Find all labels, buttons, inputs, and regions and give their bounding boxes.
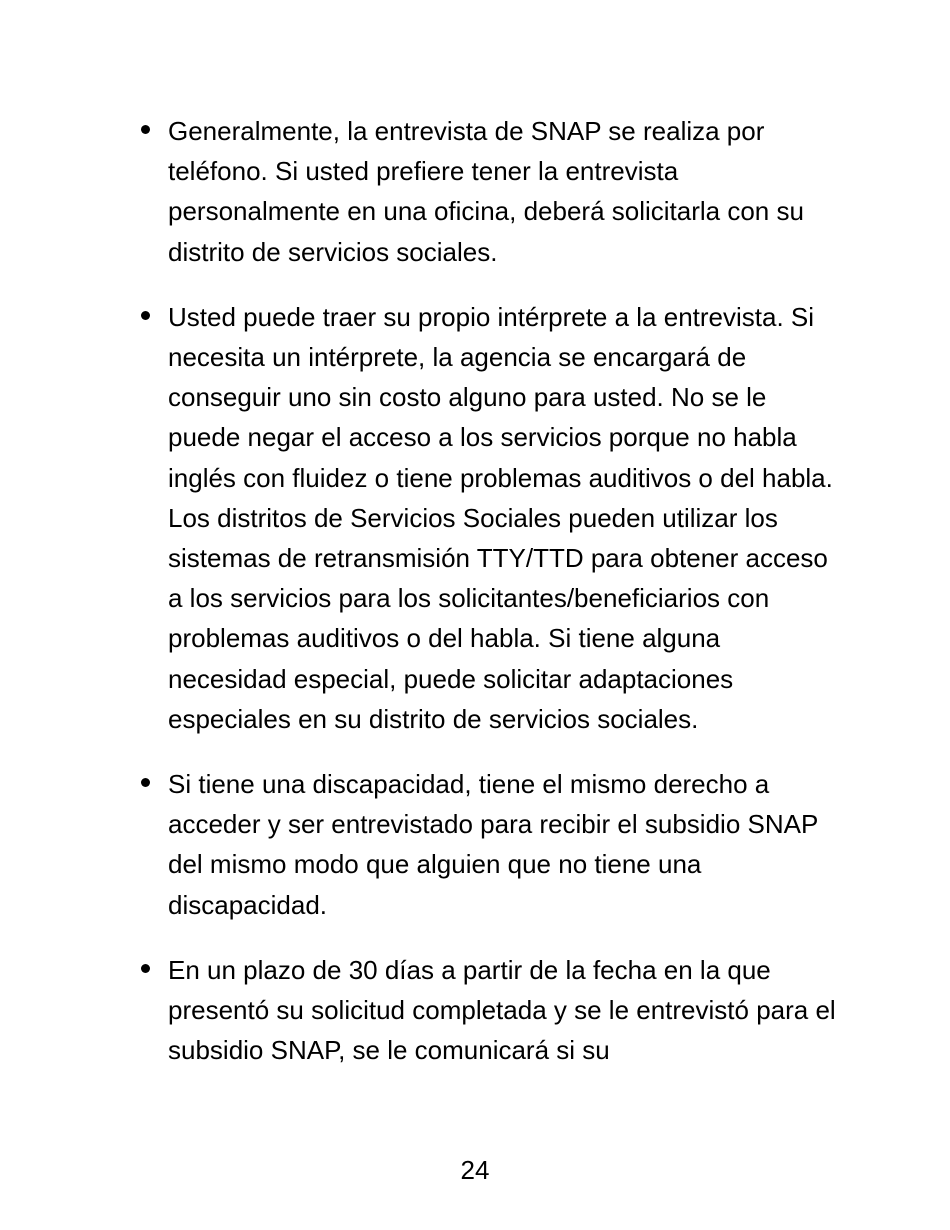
list-item [138, 297, 838, 739]
list-item [138, 950, 838, 1071]
bullet-icon [141, 964, 150, 973]
bullet-icon [141, 125, 150, 134]
bullet-text: Generalmente, la entrevista de SNAP se realiza por teléfono. Si usted prefiere tener la entrevista personalmente en una oficina, deberá solicitarla con su distrito de servicios sociales. [168, 116, 804, 267]
page-number: 24 [460, 1155, 490, 1185]
bullet-icon [141, 778, 150, 787]
bullet-list [138, 111, 838, 1095]
bullet-text: Usted puede traer su propio intérprete a la entrevista. Si necesita un intérprete, la agencia se encargará de conseguir uno sin costo alguno para usted. No se le puede negar el acceso a los servicios porque no habla inglés con fluidez o tiene problemas auditivos o del habla. Los distritos de Servicios Sociales pueden utilizar los sistemas de retransmisión TTY/TTD para obtener acceso a los servicios para los solicitantes/beneficiarios con problemas auditivos o del habla. Si tiene alguna necesidad especial, puede solicitar adaptaciones especiales en su distrito de servicios sociales. [168, 301, 833, 734]
list-item [138, 764, 838, 925]
bullet-icon [141, 311, 150, 320]
bullet-text: En un plazo de 30 días a partir de la fecha en la que presentó su solicitud completada y se le entrevistó para el subsidio SNAP, se le comunicará si su [168, 954, 836, 1066]
list-item [138, 111, 838, 272]
bullet-text: Si tiene una discapacidad, tiene el mismo derecho a acceder y ser entrevistado para recibir el subsidio SNAP del mismo modo que alguien que no tiene una discapacidad. [168, 769, 818, 920]
